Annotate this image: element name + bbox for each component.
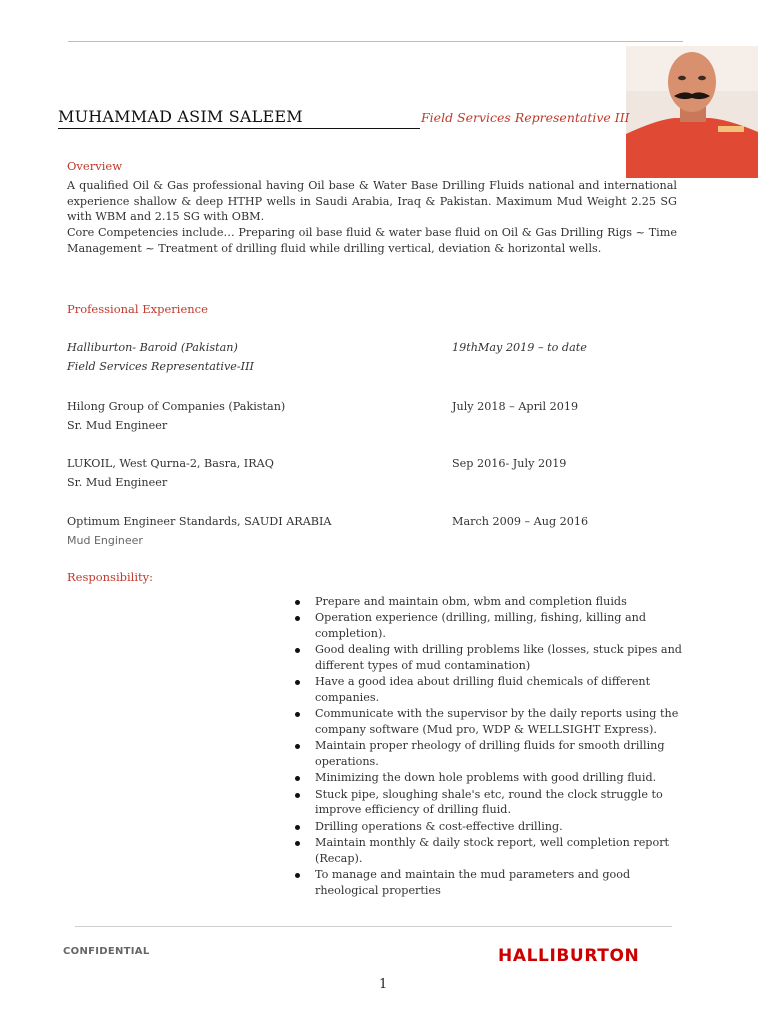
list-item: Have a good idea about drilling fluid chemicals of different companies. — [295, 674, 685, 705]
list-item: Stuck pipe, sloughing shale's etc, round the clock struggle to improve efficiency of drilling fluid. — [295, 787, 685, 818]
list-item: To manage and maintain the mud parameters and good rheological properties — [295, 867, 685, 898]
job-company: Optimum Engineer Standards, SAUDI ARABIA — [67, 515, 332, 528]
job-company: LUKOIL, West Qurna-2, Basra, IRAQ — [67, 457, 274, 470]
job-title: Sr. Mud Engineer — [67, 419, 168, 432]
list-item: Communicate with the supervisor by the daily reports using the company software (Mud pro, WDP & WELLSIGHT Express). — [295, 706, 685, 737]
experience-heading: Professional Experience — [67, 302, 208, 316]
core-competencies: Core Competencies include… Preparing oil base fluid & water base fluid on Oil & Gas Drilling Rigs ~ Time Management ~ Treatment of drilling fluid while drilling vertical, deviation & horizontal wells. — [67, 226, 677, 255]
list-item: Maintain monthly & daily stock report, well completion report (Recap). — [295, 835, 685, 866]
candidate-name: MUHAMMAD ASIM SALEEM — [58, 108, 420, 129]
list-item: Maintain proper rheology of drilling fluids for smooth drilling operations. — [295, 738, 685, 769]
job-title: Field Services Representative-III — [67, 360, 254, 373]
page-number: 1 — [379, 977, 388, 992]
responsibility-list — [295, 594, 685, 899]
job-company: Hilong Group of Companies (Pakistan) — [67, 400, 286, 413]
profile-photo — [626, 46, 758, 178]
job-title: Mud Engineer — [67, 534, 143, 547]
job-company: Halliburton- Baroid (Pakistan) — [67, 341, 238, 354]
overview-paragraph: A qualified Oil & Gas professional having Oil base & Water Base Drilling Fluids national and international experience shallow & deep HTHP wells in Saudi Arabia, Iraq & Pakistan. Maximum Mud Weight 2.25 SG with WBM and 2.15 SG with OBM. — [67, 179, 677, 224]
job-title: Sr. Mud Engineer — [67, 476, 168, 489]
confidential-label: CONFIDENTIAL — [63, 946, 150, 957]
candidate-role: Field Services Representative III — [421, 110, 630, 125]
responsibility-heading: Responsibility: — [67, 570, 154, 584]
top-divider — [68, 41, 683, 42]
profile-photo-icon — [626, 46, 758, 178]
list-item: Prepare and maintain obm, wbm and completion fluids — [295, 594, 685, 610]
job-dates: March 2009 – Aug 2016 — [452, 515, 589, 528]
job-dates: Sep 2016- July 2019 — [452, 457, 567, 470]
job-dates: July 2018 – April 2019 — [452, 400, 579, 413]
list-item: Minimizing the down hole problems with good drilling fluid. — [295, 770, 685, 786]
list-item: Drilling operations & cost-effective drilling. — [295, 819, 685, 835]
list-item: Operation experience (drilling, milling, fishing, killing and completion). — [295, 610, 685, 641]
list-item: Good dealing with drilling problems like (losses, stuck pipes and different types of mud contamination) — [295, 642, 685, 673]
job-dates: 19thMay 2019 – to date — [452, 341, 587, 354]
halliburton-logo: HALLIBURTON — [498, 946, 640, 966]
overview-heading: Overview — [67, 159, 123, 173]
footer-divider — [75, 926, 672, 927]
